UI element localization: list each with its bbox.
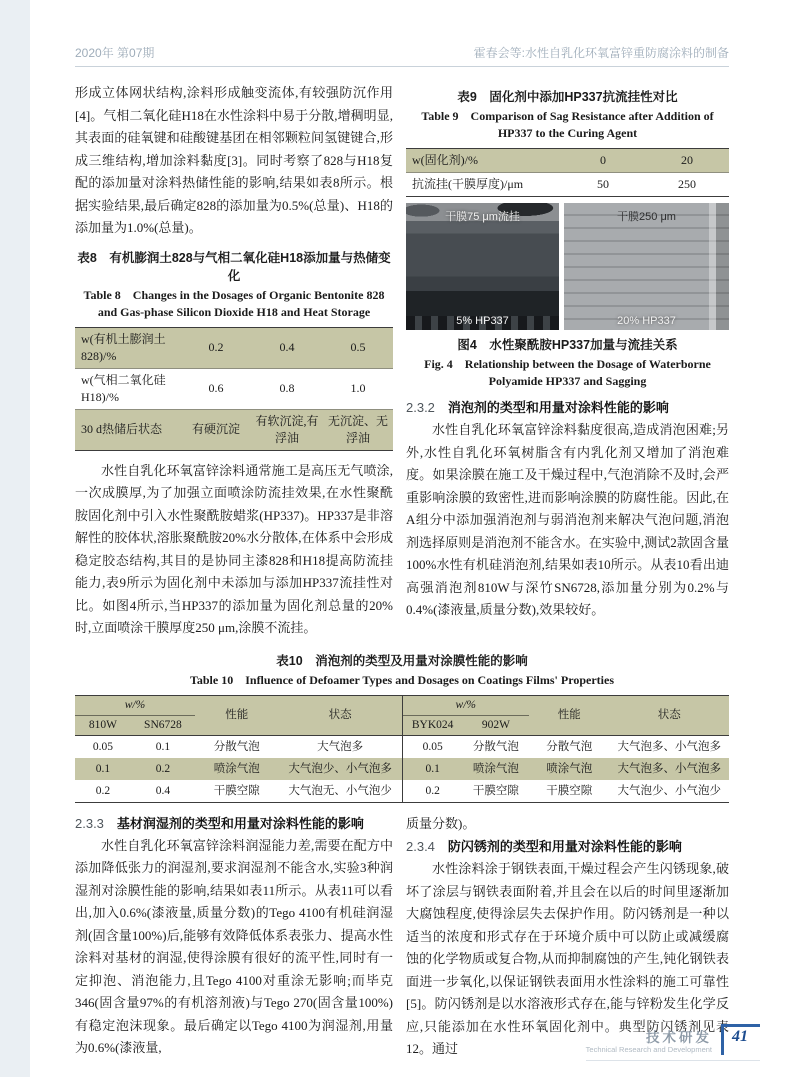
table-cell: 分散气泡 xyxy=(213,740,260,753)
table-cell: 大气泡无、小气泡少 xyxy=(288,784,392,797)
table-row xyxy=(75,735,402,758)
table-cell: w(有机土膨润土828)/% xyxy=(81,331,166,363)
table-cell: 喷涂气泡 xyxy=(472,762,519,775)
section-title: 防闪锈剂的类型和用量对涂料性能的影响 xyxy=(447,839,682,854)
table-header-cell: 性能 xyxy=(225,708,249,721)
table-cell: 0.5 xyxy=(350,340,366,354)
table-cell: 大气泡多 xyxy=(317,740,364,753)
table-header-cell: 性能 xyxy=(557,708,581,721)
table10-left-half xyxy=(75,696,402,802)
footer-section xyxy=(586,1030,712,1055)
top-columns xyxy=(75,82,729,640)
paragraph: 形成立体网状结构,涂料形成触变流体,有较强防沉作用[4]。气相二氧化硅H18在水性涂料中易于分散,增稠明显,其表面的硅氧键和硅酸键基团在相邻颗粒间氢键键合,形成三维结构,增加涂料黏度[3]。同时考察了828与H18复配的添加量对涂料热储性能的影响,结果如表8所示。根据实验结果,最后确定828的添加量为0.5%(总量)、H18的添加量为1.0%(总量)。 xyxy=(75,85,393,235)
table9-title-cn: 表9 固化剂中添加HP337抗流挂性对比 xyxy=(457,90,678,104)
page-header xyxy=(75,0,729,67)
table8-title-en: Table 8 Changes in the Dosages of Organic Bentonite 828 and Gas-phase Silicon Dioxide H18 and Heat Storage xyxy=(83,287,385,319)
table10-left xyxy=(75,696,402,802)
table-header-cell: BYK024 xyxy=(411,718,454,731)
table10-right xyxy=(403,696,730,802)
section-number: 2.3.3 xyxy=(75,815,104,831)
table-row xyxy=(75,758,402,780)
table-cell: 喷涂气泡 xyxy=(213,762,260,775)
photo-label: 干膜75 μm流挂 xyxy=(445,211,520,223)
table-cell: 0.2 xyxy=(155,762,171,775)
table8-block xyxy=(75,249,393,451)
section-number: 2.3.4 xyxy=(406,839,435,854)
table9-title-en: Table 9 Comparison of Sag Resistance after Addition of HP337 to the Curing Agent xyxy=(421,109,714,140)
table-cell: 喷涂气泡 xyxy=(546,762,593,775)
table-header-cell: 902W xyxy=(481,718,510,731)
table9 xyxy=(406,148,729,197)
table-cell: 0.2 xyxy=(208,340,224,354)
table-header-cell: w/% xyxy=(403,696,530,716)
table-cell: 干膜空隙 xyxy=(472,784,519,797)
table-row xyxy=(75,409,393,450)
table-cell: 有硬沉淀 xyxy=(181,409,251,450)
table-cell: 250 xyxy=(645,173,729,197)
table-cell: 0.8 xyxy=(251,368,323,409)
table8 xyxy=(75,327,393,451)
photo-label: 干膜250 μm xyxy=(617,211,676,223)
paper-page xyxy=(75,0,729,1061)
table-cell: 1.0 xyxy=(323,368,393,409)
table-cell: 大气泡多、小气泡多 xyxy=(617,762,721,775)
paragraph: 水性涂料涂于钢铁表面,干燥过程会产生闪锈现象,破坏了涂层与钢铁表面附着,并且会在以后的时间里逐渐加大腐蚀程度,使得涂层失去保护作用。防闪锈剂是一种以适当的浓度和形式存在于环境介质中可以防止或减缓腐蚀的化学物质或复合物,从而抑制腐蚀的产生,钝化钢铁表面进一步氧化,以保证钢铁表面用水性涂料的施工可靠性[5]。防闪锈剂是以水溶液形式存在,能与锌粉发生化学反应,只能添加在水性环氧固化剂中。典型防闪锈剂见表12。通过 xyxy=(406,861,729,1056)
table9-block xyxy=(406,88,729,197)
paragraph: 水性自乳化环氧富锌涂料通常施工是高压无气喷涂,一次成膜厚,为了加强立面喷涂防流挂效果,在水性聚酰胺固化剂中引入水性聚酰胺蜡浆(HP337)。HP337是非溶解性的胶体状,溶胀聚酰胺20%水分散体,在体系中会形成稳定胶态结构,其目的是协同主漆828和H18提高防流挂能力,表9所示为固化剂中未添加与添加HP337流挂性对比。如图4所示,当HP337的添加量为固化剂总量的20%时,立面喷涂干膜厚度250 μm,涂膜不流挂。 xyxy=(75,462,393,635)
footer-row xyxy=(586,1024,760,1061)
table-cell: 0.1 xyxy=(425,762,440,775)
table-row xyxy=(75,368,393,409)
table-cell: 无沉淀、无浮油 xyxy=(323,409,393,450)
table-cell: 50 xyxy=(561,173,645,197)
table-cell: 分散气泡 xyxy=(546,740,593,753)
section-title: 消泡剂的类型和用量对涂料性能的影响 xyxy=(447,400,669,415)
table10-title-cn: 表10 消泡剂的类型及用量对涂膜性能的影响 xyxy=(276,653,528,668)
table-header-cell: 810W xyxy=(88,718,118,731)
table-header-cell: SN6728 xyxy=(144,718,182,731)
table-cell: w(固化剂)/% xyxy=(412,153,478,167)
table-cell: 0.2 xyxy=(425,784,440,797)
table-cell: 大气泡少、小气泡少 xyxy=(617,784,721,797)
table-cell: 30 d热储后状态 xyxy=(75,409,181,450)
running-title: 霍春会等:水性自乳化环氧富锌重防腐涂料的制备 xyxy=(473,46,729,60)
table-header-cell: w/% xyxy=(75,696,195,716)
page-number: 41 xyxy=(721,1024,760,1055)
footer-section-cn: 技术研发 xyxy=(646,1030,712,1045)
figure4-caption-en: Fig. 4 Relationship between the Dosage of Waterborne Polyamide HP337 and Sagging xyxy=(424,357,711,388)
table-cell: 干膜空隙 xyxy=(546,784,593,797)
table-cell: 0.2 xyxy=(95,784,111,797)
table-cell: 大气泡少、小气泡多 xyxy=(288,762,392,775)
bottom-left-column xyxy=(75,813,393,1061)
table-row xyxy=(75,780,402,802)
left-column xyxy=(75,82,393,640)
table-cell: 抗流挂(干膜厚度)/μm xyxy=(406,173,561,197)
section-heading-232 xyxy=(406,397,729,419)
table-header-row xyxy=(75,696,402,716)
table-cell: w(气相二氧化硅H18)/% xyxy=(75,368,181,409)
table-cell: 大气泡多、小气泡多 xyxy=(617,740,721,753)
table10 xyxy=(75,695,729,803)
paragraph: 质量分数)。 xyxy=(406,815,476,831)
table-cell: 有软沉淀,有浮油 xyxy=(251,409,323,450)
footer-section-en: Technical Research and Development xyxy=(585,1045,712,1054)
paragraph: 水性自乳化环氧富锌涂料润湿能力差,需要在配方中添加降低张力的润湿剂,要求润湿剂不能含水,实验3种润湿剂对涂膜性能的影响,结果如表11所示。从表11可以看出,加入0.6%(漆液量,质量分数)的Tego 4100有机硅润湿剂(固含量100%)后,能够有效降低体系表张力、提高水性涂料对基材的润湿,使得涂膜有很好的流平性,同时有一定抑泡、消泡能力,且Tego 4100对重涂无影响;而毕克346(固含量97%的有机溶剂液)与Tego 270(固含量100%)有稳定泡沫现象。最后确定以Tego 4100为润湿剂,用量为0.6%(漆液量, xyxy=(75,837,393,1055)
paragraph: 水性自乳化环氧富锌涂料黏度很高,造成消泡困难;另外,水性自乳化环氧树脂含有内乳化剂又增加了消泡难度。如果涂膜在施工及干燥过程中,气泡消除不及时,会严重影响涂膜的致密性,进而影响涂膜的防腐性能。因此,在A组分中添加强消泡剂与弱消泡剂来解决气泡问题,消泡剂选择原则是消泡剂不能含水。在实验中,测试2款固含量100%水性有机硅消泡剂,结果如表10所示。从表10看出迪高强消泡剂810W与深竹SN6728,添加量分别为0.2%与0.4%(漆液量,质量分数),效果较好。 xyxy=(406,422,729,617)
paint-drip-band xyxy=(406,291,559,317)
table-row xyxy=(406,149,729,173)
section-heading-233 xyxy=(75,813,393,835)
table8-title-cn: 表8 有机膨润土828与气相二氧化硅H18添加量与热储变化 xyxy=(77,250,391,283)
figure4-photos xyxy=(406,203,729,330)
section-number: 2.3.2 xyxy=(406,400,435,415)
table-cell: 分散气泡 xyxy=(472,740,519,753)
table-row xyxy=(403,780,730,802)
table-header-row xyxy=(403,696,730,716)
table-cell: 0.6 xyxy=(181,368,251,409)
table-row xyxy=(75,327,393,368)
issue-label: 2020年 第07期 xyxy=(75,46,155,60)
table-cell: 0.4 xyxy=(155,784,171,797)
figure4-caption-cn: 图4 水性聚酰胺HP337加量与流挂关系 xyxy=(457,338,678,352)
figure4-photo-no-sag xyxy=(564,203,729,330)
table10-block xyxy=(75,652,729,803)
page-footer xyxy=(586,1024,760,1061)
table10-title-en: Table 10 Influence of Defoamer Types and Dosages on Coatings Films' Properties xyxy=(189,672,614,687)
section-title: 基材润湿剂的类型和用量对涂料性能的影响 xyxy=(116,815,364,831)
table-cell: 0.05 xyxy=(92,740,114,753)
table-cell: 干膜空隙 xyxy=(213,784,260,797)
section-heading-234 xyxy=(406,836,729,858)
right-column xyxy=(406,82,729,640)
table-header-cell: 状态 xyxy=(328,708,352,721)
table-cell: 0.1 xyxy=(155,740,171,753)
table-header-cell: 状态 xyxy=(657,708,681,721)
photo-label: 20% HP337 xyxy=(617,315,676,327)
page-margin-band xyxy=(0,0,30,1077)
table-cell: 20 xyxy=(681,153,693,167)
table-cell: 0.05 xyxy=(422,740,443,753)
table-cell: 0.1 xyxy=(95,762,111,775)
table-row xyxy=(406,173,729,197)
photo-label: 5% HP337 xyxy=(456,315,509,327)
table-cell: 0 xyxy=(600,153,606,167)
table-row xyxy=(403,758,730,780)
table-cell: 0.4 xyxy=(279,340,295,354)
figure4-photo-sagging xyxy=(406,203,559,330)
table-row xyxy=(403,735,730,758)
table10-right-half xyxy=(402,696,730,802)
